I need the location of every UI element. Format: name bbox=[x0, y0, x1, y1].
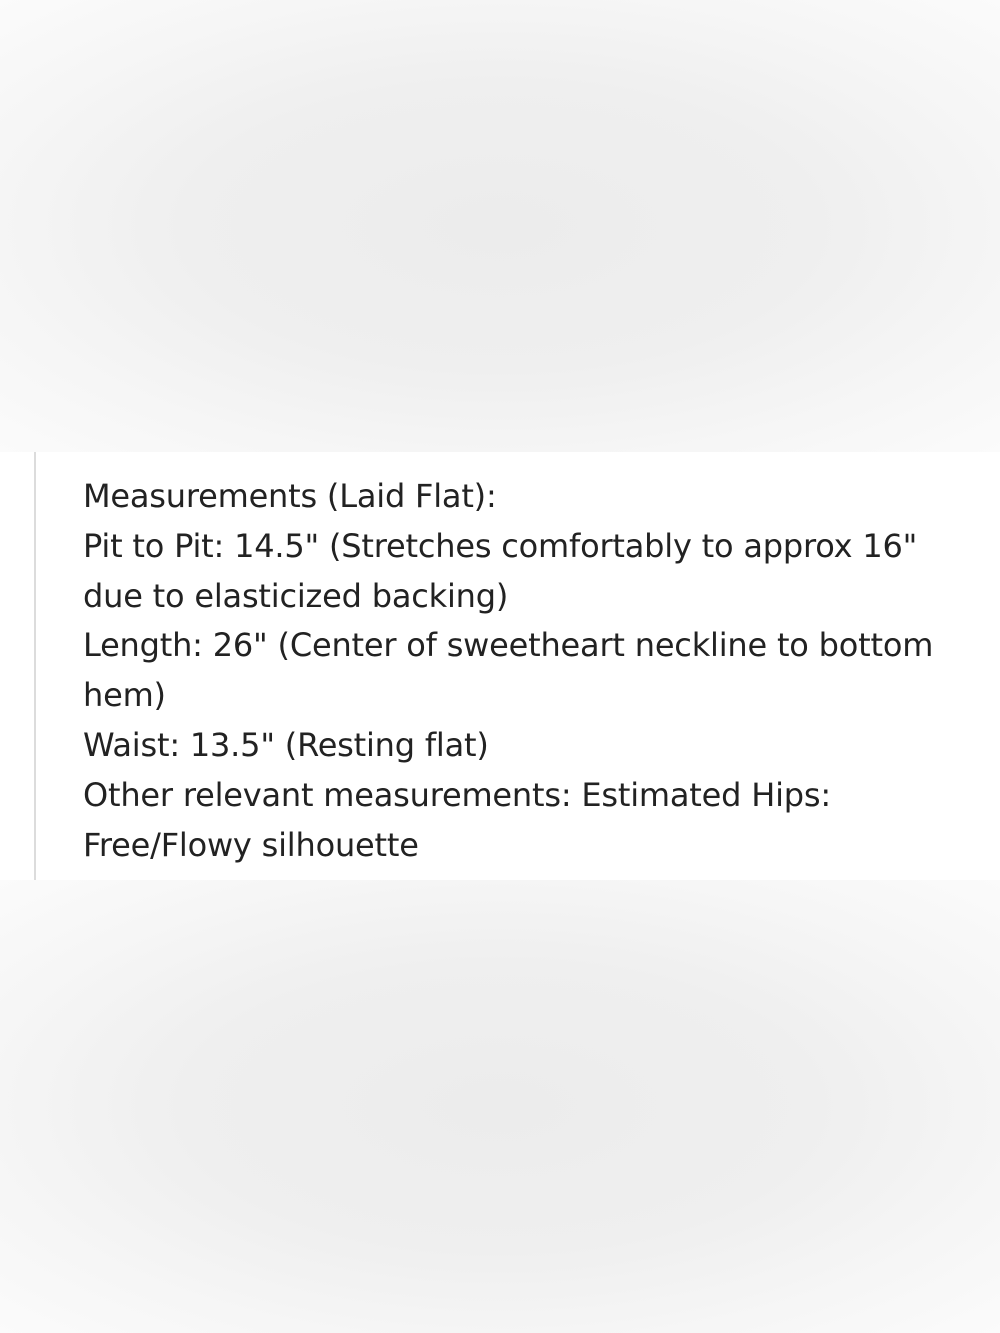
measurements-text bbox=[83, 472, 973, 870]
measurement-pit-to-pit: Pit to Pit: 14.5" (Stretches comfortably to approx 16" due to elasticized backing) bbox=[83, 526, 918, 615]
measurements-panel bbox=[0, 452, 1000, 880]
measurement-other: Other relevant measurements: Estimated Hips: Free/Flowy silhouette bbox=[83, 775, 831, 864]
blurred-image-bottom bbox=[0, 880, 1000, 1333]
quote-bar bbox=[34, 452, 36, 880]
blurred-image-top bbox=[0, 0, 1000, 452]
measurement-length: Length: 26" (Center of sweetheart neckline to bottom hem) bbox=[83, 626, 934, 715]
measurements-heading: Measurements (Laid Flat): bbox=[83, 477, 497, 515]
measurement-waist: Waist: 13.5" (Resting flat) bbox=[83, 725, 489, 764]
